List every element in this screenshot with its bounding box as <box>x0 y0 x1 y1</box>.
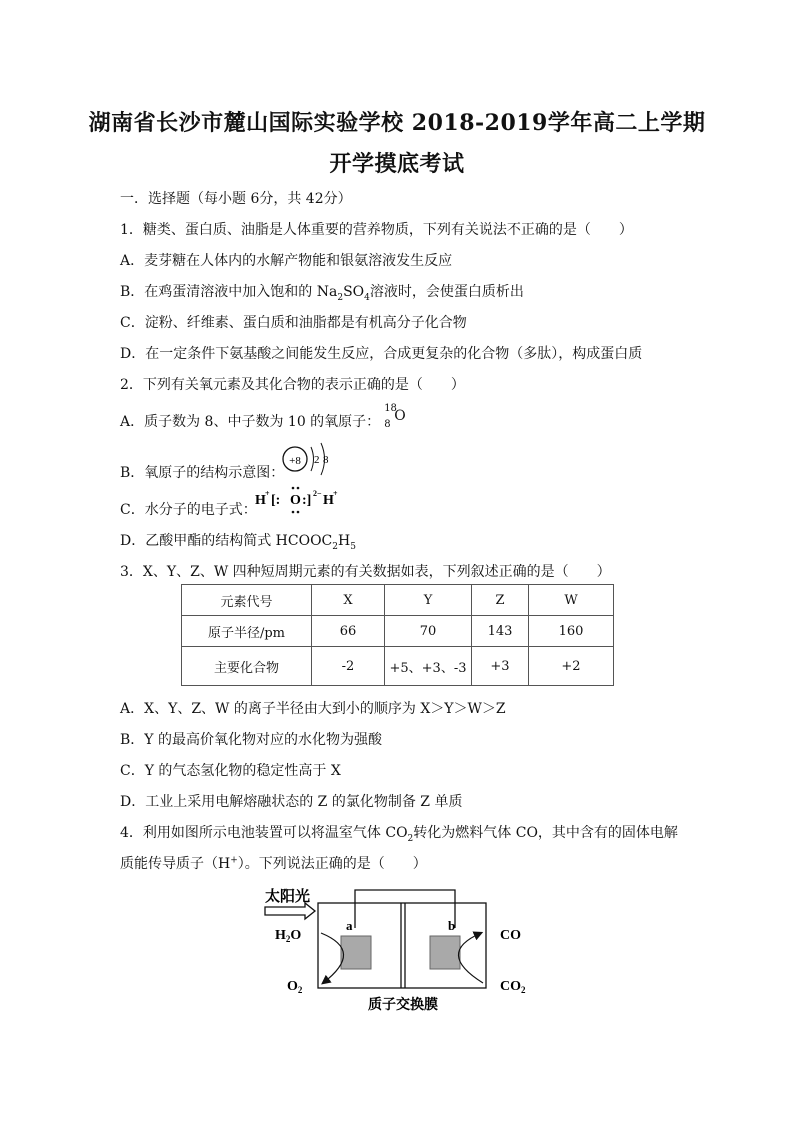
svg-text:+: + <box>333 489 338 498</box>
q3-option-a: A．X、Y、Z、W 的离子半径由大到小的顺序为 X＞Y＞W＞Z <box>120 701 506 717</box>
q1-option-b: B．在鸡蛋清溶液中加入饱和的 $Na_2SO_4$溶液时，会使蛋白质析出 <box>120 284 524 303</box>
h2o-label: $H_2O$ <box>275 928 302 944</box>
q4-stem-line1: 4．利用如图所示电池装置可以将温室气体 $CO_2$转化为燃料气体 CO，其中含有的固体电解 <box>120 825 678 844</box>
exam-title-line2: 开学摸底考试 <box>329 151 465 177</box>
membrane-label: 质子交换膜 <box>368 998 438 1013</box>
co2-label: $CO_2$ <box>500 979 526 995</box>
nucleus-charge: +8 <box>289 455 301 467</box>
q2-stem: 2．下列有关氧元素及其化合物的表示正确的是（ ） <box>120 377 465 393</box>
q1-stem: 1．糖类、蛋白质、油脂是人体重要的营养物质，下列有关说法不正确的是（ ） <box>120 222 633 238</box>
electrolysis-cell-figure <box>255 883 545 1018</box>
shell-electrons-2: 8 <box>323 454 329 466</box>
electrode-a-label: a <box>346 918 353 933</box>
svg-text:2−: 2− <box>313 489 322 498</box>
water-electron-formula <box>254 484 349 518</box>
o2-label: $O_2$ <box>287 979 303 995</box>
atomic-structure-diagram <box>280 440 340 480</box>
q2-option-b: B．氧原子的结构示意图： <box>120 465 285 481</box>
q1-option-a: A．麦芽糖在人体内的水解产物能和银氨溶液发生反应 <box>120 253 453 269</box>
q2-option-d: D．乙酸甲酯的结构简式 $HCOOC_2H_5$ <box>120 533 356 552</box>
electrode-b-label: b <box>448 918 456 933</box>
q2-option-a: A．质子数为 8、中子数为 10 的氧原子： 18 8 O <box>120 406 412 432</box>
table-row-valence: 主要化合物 -2 +5、+3、-3 +3 +2 <box>182 647 614 686</box>
svg-text:[:: [: <box>271 493 281 508</box>
q1-option-d: D．在一定条件下氨基酸之间能发生反应，合成更复杂的化合物（多肽），构成蛋白质 <box>120 346 643 362</box>
electrode-a <box>341 936 371 969</box>
table-row-radius: 原子半径/pm 66 70 143 160 <box>182 616 614 647</box>
q3-option-c: C．Y 的气态氢化物的稳定性高于 X <box>120 763 341 779</box>
q3-stem: 3．X、Y、Z、W 四种短周期元素的有关数据如表，下列叙述正确的是（ ） <box>120 564 611 580</box>
q4-stem-line2: 质能传导质子（H+）。下列说法正确的是（ ） <box>120 855 427 872</box>
electrode-b <box>430 936 460 969</box>
q2-option-c: C．水分子的电子式： <box>120 502 257 518</box>
q1-option-c: C．淀粉、纤维素、蛋白质和油脂都是有机高分子化合物 <box>120 315 467 331</box>
svg-text::]: :] <box>302 493 312 508</box>
element-data-table <box>181 584 614 686</box>
shell-electrons-1: 2 <box>314 454 320 466</box>
svg-text:H: H <box>323 493 334 508</box>
left-reaction-arrow <box>321 933 344 983</box>
section-heading: 一．选择题（每小题 6分，共 42分） <box>120 191 352 207</box>
svg-text:+: + <box>265 489 270 498</box>
right-reaction-arrow <box>458 933 483 983</box>
table-header-row: 元素代号 X Y Z W <box>182 585 614 616</box>
svg-text:H: H <box>255 493 266 508</box>
co-label: CO <box>500 928 521 943</box>
sunlight-label: 太阳光 <box>265 889 311 905</box>
exam-title-line1: 湖南省长沙市麓山国际实验学校 2018-2019学年高二上学期 <box>88 110 706 136</box>
q3-option-b: B．Y 的最高价氧化物对应的水化物为强酸 <box>120 732 382 748</box>
sunlight-arrow-icon <box>265 903 315 919</box>
oxygen-isotope-symbol: 18 8 O <box>384 403 406 430</box>
q3-option-d: D．工业上采用电解熔融状态的 Z 的氯化物制备 Z 单质 <box>120 794 463 810</box>
svg-text:O: O <box>290 493 301 508</box>
